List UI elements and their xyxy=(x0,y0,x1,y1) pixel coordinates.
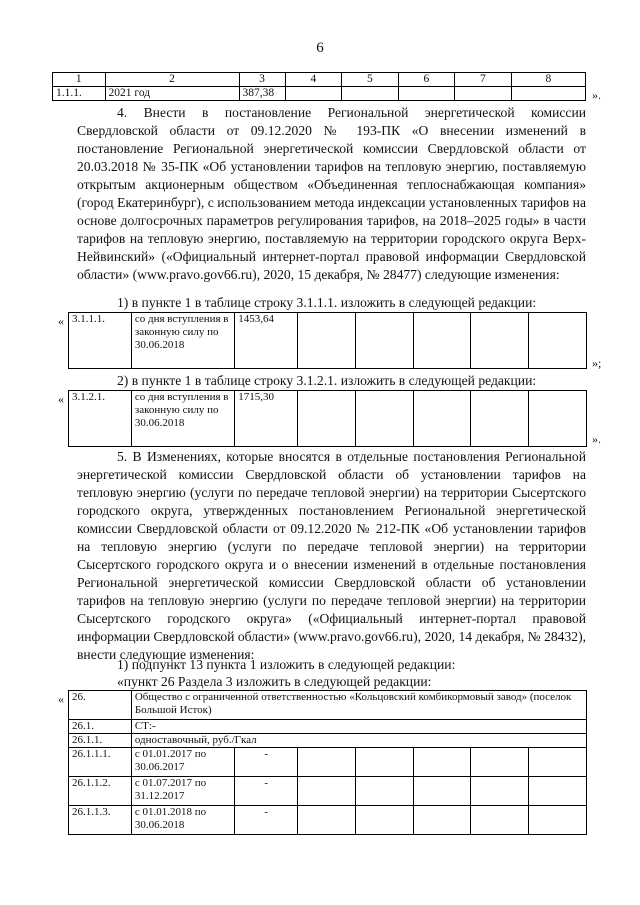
table-cell: 5 xyxy=(342,73,399,87)
table-row xyxy=(69,806,587,835)
table-row xyxy=(69,691,587,720)
row-description: со дня вступления в законную силу по 30.06.2018 xyxy=(131,313,234,369)
table-cell: 1 xyxy=(53,73,106,87)
paragraph-5: 5. В Изменениях, которые вносятся в отдельные постановления Региональной энергетической комиссии Свердловской области об установлении тарифов на тепловую энергию (услуги по передаче тепловой энергии) на территории Сысертского городского округа, утвержденных постановлением Региональной энергетической комиссии Свердловской области от 09.12.2020 № 212-ПК «Об установлении тарифов на тепловую энергию (услуги по передаче тепловой энергии) на территории Сысертского городского округа и о внесении изменений в отдельные постановления Региональной энергетической комиссии Свердловской области об установлении тарифов на тепловую энергию (услуги по передаче тепловой энергии) на территории Сысертского городского округа» («Официальный интернет-портал правовой информации Свердловской области» (www.pravo.gov66.ru), 2020, 14 декабря, № 28432), внести следующие изменения: xyxy=(77,449,586,662)
table-cell xyxy=(355,391,413,447)
table-cell xyxy=(413,777,471,806)
table-cell xyxy=(355,777,413,806)
continued-table xyxy=(52,72,586,101)
item-1: 1) в пункте 1 в таблице строку 3.1.1.1. изложить в следующей редакции: xyxy=(117,295,537,310)
table-cell xyxy=(298,391,356,447)
quote-open: « xyxy=(58,314,64,328)
row-number: 26.1.1.1. xyxy=(69,748,132,777)
table-row xyxy=(69,313,587,369)
table-cell xyxy=(298,806,356,835)
table-row xyxy=(69,391,587,447)
table-cell xyxy=(398,87,455,101)
row-period: с 01.01.2017 по 30.06.2017 xyxy=(131,748,234,777)
table-cell xyxy=(285,87,342,101)
table-cell xyxy=(455,87,512,101)
item-2: 2) в пункте 1 в таблице строку 3.1.2.1. изложить в следующей редакции: xyxy=(117,373,537,388)
table-row xyxy=(69,748,587,777)
table-row xyxy=(53,87,586,101)
row-number: 26.1.1.2. xyxy=(69,777,132,806)
paragraph-4: 4. Внести в постановление Региональной энергетической комиссии Свердловской области от 09.12.2020 № 193-ПК «О внесении изменений в постановление Региональной энергетической комиссии Свердловской области от 20.03.2018 № 35-ПК «Об установлении тарифов на тепловую энергию, поставляемую открытым акционерным обществом «Объединенная теплоснабжающая компания» (город Екатеринбург), с использованием метода индексации установленных тарифов на основе долгосрочных параметров регулирования тарифов, на 2018–2025 годы» в части тарифов на тепловую энергию, поставляемую на территории городского округа Верх-Нейвинский» («Официальный интернет-портал правовой информации Свердловской области» (www.pravo.gov66.ru), 2020, 15 декабря, № 28477) следующие изменения: xyxy=(77,105,586,282)
row-description: Общество с ограниченной ответственностью «Кольцовский комбикормовый завод» (поселок Большой Исток) xyxy=(131,691,586,720)
row-number: 26. xyxy=(69,691,132,720)
table-cell xyxy=(413,748,471,777)
table-cell: 2 xyxy=(105,73,239,87)
table-cell xyxy=(298,313,356,369)
table-cell xyxy=(529,748,587,777)
table-cell: 3 xyxy=(239,73,285,87)
table-cell xyxy=(413,313,471,369)
row-period: с 01.07.2017 по 31.12.2017 xyxy=(131,777,234,806)
table-cell: 387,38 xyxy=(239,87,285,101)
table-cell: 8 xyxy=(511,73,585,87)
row-description: СТ:- xyxy=(131,720,586,734)
quote-close: ». xyxy=(592,88,601,102)
row-number: 26.1. xyxy=(69,720,132,734)
tariff-row-table xyxy=(68,312,587,369)
table-cell xyxy=(471,748,529,777)
table-cell xyxy=(471,806,529,835)
row-description: одноставочный, руб./Гкал xyxy=(131,734,586,748)
table-cell xyxy=(355,748,413,777)
item-4: «пункт 26 Раздела 3 изложить в следующей редакции: xyxy=(117,674,432,689)
table-cell: 6 xyxy=(398,73,455,87)
table-cell xyxy=(511,87,585,101)
table-cell xyxy=(471,391,529,447)
table-header-row xyxy=(53,73,586,87)
quote-open: « xyxy=(58,692,64,706)
row-value: 1453,64 xyxy=(235,313,298,369)
table-cell xyxy=(413,391,471,447)
row-description: со дня вступления в законную силу по 30.06.2018 xyxy=(131,391,234,447)
tariff-row-table xyxy=(68,390,587,447)
table-cell xyxy=(471,313,529,369)
table-cell xyxy=(342,87,399,101)
table-cell xyxy=(298,777,356,806)
enterprise-tariff-table xyxy=(68,690,587,835)
item-3: 1) подпункт 13 пункта 1 изложить в следующей редакции: xyxy=(117,657,456,672)
quote-close: »; xyxy=(592,356,602,370)
quote-close: ». xyxy=(592,432,601,446)
row-number: 3.1.2.1. xyxy=(69,391,132,447)
table-cell xyxy=(529,777,587,806)
table-cell xyxy=(413,806,471,835)
table-cell xyxy=(298,748,356,777)
table-cell: 4 xyxy=(285,73,342,87)
table-cell: 2021 год xyxy=(105,87,239,101)
table-row xyxy=(69,720,587,734)
row-period: с 01.01.2018 по 30.06.2018 xyxy=(131,806,234,835)
table-cell xyxy=(529,806,587,835)
table-cell xyxy=(529,313,587,369)
row-number: 26.1.1.3. xyxy=(69,806,132,835)
row-value: - xyxy=(235,777,298,806)
table-cell xyxy=(529,391,587,447)
page-number: 6 xyxy=(316,40,324,56)
row-number: 3.1.1.1. xyxy=(69,313,132,369)
table-row xyxy=(69,734,587,748)
row-value: - xyxy=(235,748,298,777)
table-cell xyxy=(355,313,413,369)
quote-open: « xyxy=(58,392,64,406)
table-cell: 1.1.1. xyxy=(53,87,106,101)
row-value: - xyxy=(235,806,298,835)
table-cell xyxy=(471,777,529,806)
table-cell: 7 xyxy=(455,73,512,87)
row-number: 26.1.1. xyxy=(69,734,132,748)
table-row xyxy=(69,777,587,806)
table-cell xyxy=(355,806,413,835)
row-value: 1715,30 xyxy=(235,391,298,447)
